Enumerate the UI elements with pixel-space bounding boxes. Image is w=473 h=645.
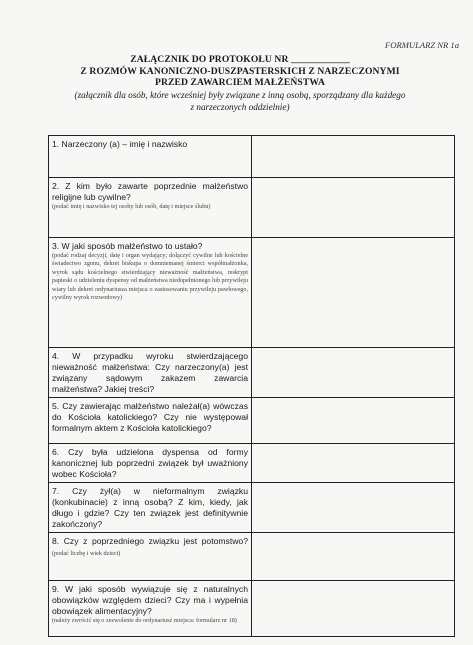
question-note: (podać rodzaj decyzji, datę i organ wydający; dołączyć cywilne lub kościelne świadectwo zgonu, dekret biskupa o domniemanej śmierci współmałżonka, wyrok sądu kościelnego stwierdzający nieważność małżeństwa, reskrypt papieski o udzieleniu dyspensy od małżeństwa niedopełnionego lub przywileju wiary lub dekret ordynariusza miejsca o zastosowaniu przywileju pawłowego, cywilny wyrok rozwodowy) <box>52 252 248 302</box>
answer-field[interactable] <box>252 483 455 533</box>
answer-field[interactable] <box>252 178 455 238</box>
form-number: FORMULARZ NR 1a <box>385 40 459 50</box>
answer-field[interactable] <box>252 136 455 178</box>
question-text: 3. W jaki sposób małżeństwo to ustało? <box>52 241 203 251</box>
answer-field[interactable] <box>252 398 455 444</box>
question-text: 2. Z kim było zawarte poprzednie małżeństwo religijne lub cywilne? <box>52 181 248 202</box>
table-row <box>49 348 455 398</box>
question-text: 6. Czy była udzielona dyspensa od formy kanonicznej lub poprzedni związek był uważniony wobec Kościoła? <box>52 447 248 479</box>
table-row <box>49 483 455 533</box>
question-text: 9. W jaki sposób wywiązuje się z naturalnych obowiązków względem dzieci? Czy ma i wypełnia obowiązek alimentacyjny? <box>52 584 248 616</box>
table-row <box>49 136 455 178</box>
question-cell <box>49 136 252 178</box>
question-cell <box>49 483 252 533</box>
answer-field[interactable] <box>252 581 455 637</box>
question-cell <box>49 444 252 483</box>
question-note: (podać liczbę i wiek dzieci) <box>52 550 121 557</box>
header-note-2: z narzeczonych oddzielnie) <box>190 102 290 112</box>
answer-field[interactable] <box>252 348 455 398</box>
header-title: ZAŁĄCZNIK DO PROTOKOŁU NR ____________ <box>130 54 350 65</box>
answer-field[interactable] <box>252 533 455 581</box>
question-text: 7. Czy żył(a) w nieformalnym związku (konkubinacie) z inną osobą? Z kim, kiedy, jak długo i gdzie? Czy ten związek jest definitywnie zakończony? <box>52 486 248 529</box>
question-cell <box>49 533 252 581</box>
answer-field[interactable] <box>252 238 455 348</box>
header-note: (załącznik dla osób, które wcześniej były związane z inną osobą, sporządzany dla każdego <box>74 89 406 100</box>
question-cell <box>49 238 252 348</box>
question-cell <box>49 178 252 238</box>
table-row <box>49 178 455 238</box>
question-cell <box>49 398 252 444</box>
question-text: 5. Czy zawierając małżeństwo należał(a) wówczas do Kościoła katolickiego? Czy nie występował formalnym aktem z Kościoła katolickiego? <box>52 401 248 433</box>
questionnaire-table <box>48 135 455 637</box>
table-row <box>49 581 455 637</box>
table-row <box>49 398 455 444</box>
question-text: 1. Narzeczony (a) – imię i nazwisko <box>52 139 188 149</box>
question-main-text: 8. Czy z poprzedniego związku jest potomstwo? <box>52 536 248 546</box>
question-note: (należy zwrócić się o zezwolenie do ordynariusz miejsca: formularz nr 18) <box>52 617 237 624</box>
table-row <box>49 444 455 483</box>
header-subtitle-2: PRZED ZAWARCIEM MAŁŻEŃSTWA <box>155 77 325 88</box>
answer-field[interactable] <box>252 444 455 483</box>
question-text <box>52 536 248 559</box>
question-cell <box>49 581 252 637</box>
question-text: 4. W przypadku wyroku stwierdzającego nieważność małżeństwa: Czy narzeczony(a) jest związany sądowym zakazem zawarcia małżeństwa? Jakiej treści? <box>52 351 248 394</box>
question-note: (podać imię i nazwisko tej osoby lub osób, datę i miejsce ślubu) <box>52 203 211 210</box>
document-header <box>40 54 440 114</box>
table-row <box>49 238 455 348</box>
header-subtitle: Z ROZMÓW KANONICZNO-DUSZPASTERSKICH Z NARZECZONYMI <box>80 65 400 77</box>
table-row <box>49 533 455 581</box>
question-cell <box>49 348 252 398</box>
